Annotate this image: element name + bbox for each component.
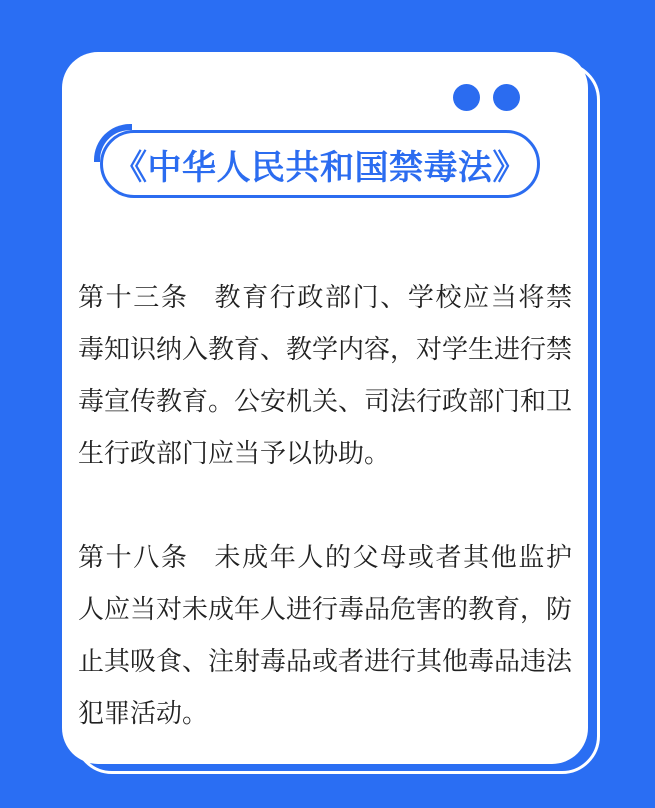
decorative-dots	[453, 84, 520, 111]
article-13-body: 教育行政部门、学校应当将禁毒知识纳入教育、教学内容，对学生进行禁毒宣传教育。公安机关、司法行政部门和卫生行政部门应当予以协助。	[78, 283, 573, 468]
law-title: 《中华人民共和国禁毒法》	[113, 148, 527, 187]
article-18-body: 未成年人的父母或者其他监护人应当对未成年人进行毒品危害的教育，防止其吸食、注射毒品或者进行其他毒品违法犯罪活动。	[78, 543, 573, 728]
article-13-label: 第十三条	[78, 283, 189, 312]
law-card	[62, 52, 588, 764]
article-18-label: 第十八条	[78, 543, 189, 572]
article-text-block	[78, 272, 572, 740]
dot-icon	[493, 84, 520, 111]
law-title-badge	[100, 130, 540, 198]
dot-icon	[453, 84, 480, 111]
article-18	[78, 532, 572, 740]
article-13	[78, 272, 572, 480]
